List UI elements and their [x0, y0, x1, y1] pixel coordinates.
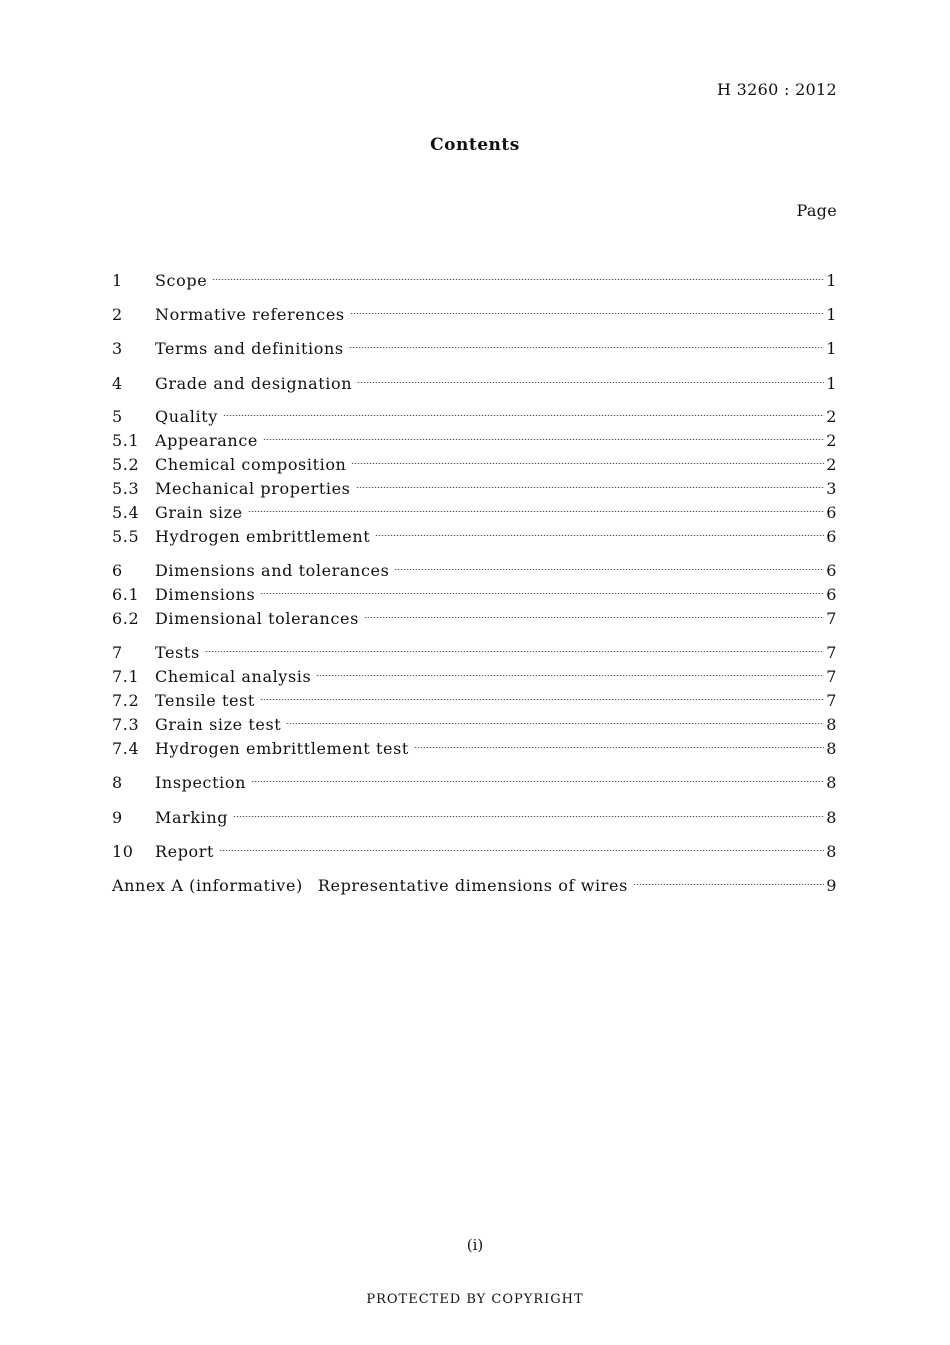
- toc-entry[interactable]: [112, 330, 837, 358]
- toc-entry-title: Marking: [155, 808, 229, 827]
- toc-entry-page: 6: [826, 503, 837, 522]
- toc-entry-page: 2: [826, 455, 837, 474]
- toc-entry-title: Hydrogen embrittlement: [155, 527, 371, 546]
- toc-entry-page: 9: [826, 876, 837, 895]
- toc-entry-title: Grade and designation: [155, 374, 353, 393]
- toc-entry-number: 4: [112, 374, 123, 393]
- toc-entry[interactable]: [112, 799, 837, 827]
- toc-entry-title: Tests: [155, 643, 200, 662]
- toc-entry-number: 6.2: [112, 609, 140, 628]
- toc-entry-annex-a[interactable]: [112, 867, 837, 895]
- standard-number: H 3260 : 2012: [717, 80, 837, 99]
- toc-entry-title: Grain size test: [155, 715, 282, 734]
- toc-entry[interactable]: [112, 446, 837, 474]
- dot-leader: [633, 867, 824, 891]
- toc-entry-title: Tensile test: [155, 691, 255, 710]
- toc-entry[interactable]: [112, 518, 837, 546]
- dot-leader: [251, 764, 824, 788]
- copyright-notice: PROTECTED BY COPYRIGHT: [366, 1292, 584, 1307]
- dot-leader: [223, 398, 824, 422]
- dot-leader: [350, 296, 825, 320]
- toc-entry[interactable]: [112, 658, 837, 686]
- toc-entry-number: 5.1: [112, 431, 140, 450]
- dot-leader: [356, 470, 825, 494]
- toc-entry[interactable]: [112, 494, 837, 522]
- toc-entry-page: 1: [826, 374, 837, 393]
- dot-leader: [286, 706, 824, 730]
- dot-leader: [260, 682, 824, 706]
- toc-entry-number: 7.2: [112, 691, 140, 710]
- toc-entry-number: 7: [112, 643, 123, 662]
- toc-entry-number: 7.4: [112, 739, 140, 758]
- toc-entry[interactable]: [112, 576, 837, 604]
- page-folio: (i): [466, 1236, 484, 1254]
- toc-entry-page: 8: [826, 808, 837, 827]
- toc-entry-title: Mechanical properties: [155, 479, 351, 498]
- dot-leader: [205, 634, 824, 658]
- toc-entry-number: 10: [112, 842, 134, 861]
- toc-entry[interactable]: [112, 682, 837, 710]
- dot-leader: [219, 833, 824, 857]
- toc-entry[interactable]: [112, 398, 837, 426]
- toc-entry-number: 1: [112, 271, 123, 290]
- toc-entry-number: 5: [112, 407, 123, 426]
- toc-entry-page: 1: [826, 339, 837, 358]
- toc-entry-page: 6: [826, 585, 837, 604]
- toc-entry-title: Chemical analysis: [155, 667, 312, 686]
- toc-entry[interactable]: [112, 706, 837, 734]
- dot-leader: [212, 262, 824, 286]
- toc-entry-title: Dimensional tolerances: [155, 609, 359, 628]
- toc-entry-number: 8: [112, 773, 123, 792]
- toc-entry-title: Quality: [155, 407, 218, 426]
- contents-title: Contents: [430, 135, 520, 155]
- toc-entry[interactable]: [112, 833, 837, 861]
- toc-entry-title: Representative dimensions of wires: [317, 876, 628, 895]
- toc-entry-title: Terms and definitions: [155, 339, 344, 358]
- toc-entry-page: 2: [826, 407, 837, 426]
- toc-entry-number: 9: [112, 808, 123, 827]
- dot-leader: [375, 518, 824, 542]
- toc-entry-number: 6: [112, 561, 123, 580]
- toc-entry-page: 6: [826, 561, 837, 580]
- toc-entry[interactable]: [112, 552, 837, 580]
- toc-entry-title: Scope: [155, 271, 208, 290]
- toc-entry-page: 7: [826, 667, 837, 686]
- dot-leader: [364, 600, 824, 624]
- toc-entry-page: 1: [826, 305, 837, 324]
- toc-entry-title: Dimensions and tolerances: [155, 561, 390, 580]
- toc-entry[interactable]: [112, 600, 837, 628]
- toc-entry-number: 7.3: [112, 715, 140, 734]
- dot-leader: [351, 446, 824, 470]
- toc-entry-title: Dimensions: [155, 585, 256, 604]
- page-column-label: Page: [796, 201, 837, 220]
- toc-entry-page: 7: [826, 691, 837, 710]
- toc-entry[interactable]: [112, 764, 837, 792]
- toc-entry[interactable]: [112, 365, 837, 393]
- toc-entry-number: 6.1: [112, 585, 140, 604]
- toc-entry[interactable]: [112, 470, 837, 498]
- toc-entry[interactable]: [112, 296, 837, 324]
- dot-leader: [414, 730, 824, 754]
- toc-entry-title: Normative references: [155, 305, 345, 324]
- toc-entry-page: 8: [826, 715, 837, 734]
- toc-entry-page: 8: [826, 739, 837, 758]
- toc-entry-title: Hydrogen embrittlement test: [155, 739, 409, 758]
- dot-leader: [394, 552, 824, 576]
- toc-entry-page: 8: [826, 773, 837, 792]
- toc-entry-number: 5.4: [112, 503, 140, 522]
- toc-entry-page: 2: [826, 431, 837, 450]
- toc-entry-page: 6: [826, 527, 837, 546]
- dot-leader: [248, 494, 825, 518]
- dot-leader: [260, 576, 824, 600]
- toc-entry-number: 5.2: [112, 455, 140, 474]
- toc-entry-title: Grain size: [155, 503, 243, 522]
- dot-leader: [263, 422, 824, 446]
- dot-leader: [357, 365, 824, 389]
- annex-label: Annex A (informative): [112, 876, 303, 895]
- toc-entry[interactable]: [112, 730, 837, 758]
- toc-entry-number: 5.3: [112, 479, 140, 498]
- toc-entry-number: 5.5: [112, 527, 140, 546]
- toc-entry[interactable]: [112, 422, 837, 450]
- toc-entry[interactable]: [112, 634, 837, 662]
- toc-entry-number: 3: [112, 339, 123, 358]
- toc-entry-title: Chemical composition: [155, 455, 347, 474]
- toc-entry[interactable]: [112, 262, 837, 290]
- toc-entry-title: Inspection: [155, 773, 246, 792]
- toc-entry-number: 2: [112, 305, 123, 324]
- toc-entry-page: 7: [826, 643, 837, 662]
- toc-entry-page: 7: [826, 609, 837, 628]
- toc-entry-title: Appearance: [155, 431, 258, 450]
- toc-entry-page: 3: [826, 479, 837, 498]
- dot-leader: [316, 658, 824, 682]
- dot-leader: [349, 330, 825, 354]
- toc-entry-number: 7.1: [112, 667, 140, 686]
- toc-entry-title: Report: [155, 842, 215, 861]
- toc-entry-page: 1: [826, 271, 837, 290]
- dot-leader: [233, 799, 824, 823]
- toc-entry-page: 8: [826, 842, 837, 861]
